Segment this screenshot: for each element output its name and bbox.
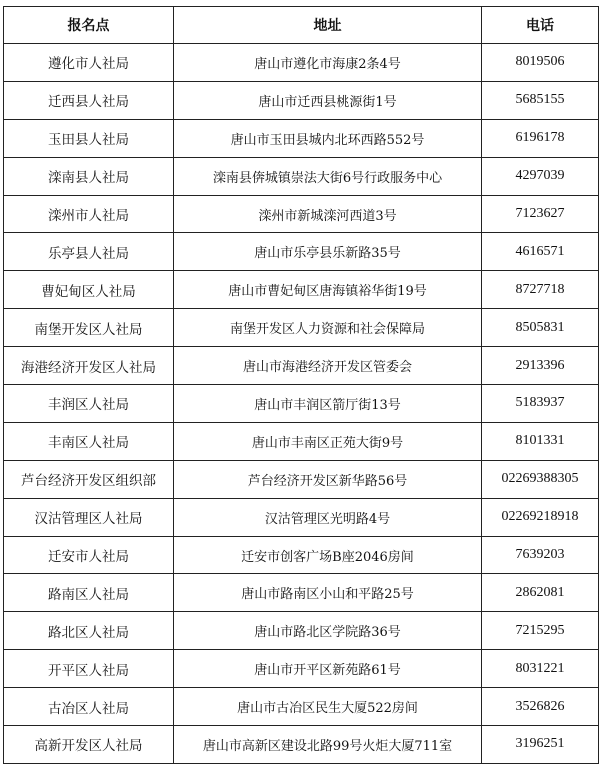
phone-cell: 8505831 [482,309,599,347]
table-row [4,81,599,119]
site-cell: 丰润区人社局 [4,385,174,423]
phone-cell: 3196251 [482,726,599,764]
table-row [4,612,599,650]
table-row [4,726,599,764]
site-cell: 路北区人社局 [4,612,174,650]
address-cell: 唐山市遵化市海康2条4号 [174,44,482,82]
site-cell: 滦州市人社局 [4,195,174,233]
table-row [4,271,599,309]
site-cell: 曹妃甸区人社局 [4,271,174,309]
phone-cell: 4297039 [482,157,599,195]
address-cell: 唐山市古冶区民生大厦522房间 [174,688,482,726]
table-body [4,44,599,764]
site-cell: 汉沽管理区人社局 [4,498,174,536]
address-cell: 唐山市海港经济开发区管委会 [174,347,482,385]
table-row [4,460,599,498]
table-row [4,385,599,423]
table-row [4,650,599,688]
phone-cell: 8727718 [482,271,599,309]
phone-cell: 7639203 [482,536,599,574]
site-cell: 玉田县人社局 [4,119,174,157]
phone-cell: 8031221 [482,650,599,688]
table-row [4,498,599,536]
address-cell: 唐山市高新区建设北路99号火炬大厦711室 [174,726,482,764]
phone-cell: 7215295 [482,612,599,650]
site-cell: 遵化市人社局 [4,44,174,82]
table-row [4,119,599,157]
address-cell: 唐山市路北区学院路36号 [174,612,482,650]
address-cell: 唐山市丰润区箭厅街13号 [174,385,482,423]
phone-cell: 8101331 [482,422,599,460]
address-cell: 芦台经济开发区新华路56号 [174,460,482,498]
phone-cell: 2862081 [482,574,599,612]
table-row [4,157,599,195]
site-cell: 芦台经济开发区组织部 [4,460,174,498]
table-row [4,688,599,726]
address-cell: 汉沽管理区光明路4号 [174,498,482,536]
site-cell: 高新开发区人社局 [4,726,174,764]
table-header-row [4,7,599,44]
site-cell: 古冶区人社局 [4,688,174,726]
address-cell: 唐山市迁西县桃源街1号 [174,81,482,119]
phone-cell: 02269218918 [482,498,599,536]
site-cell: 路南区人社局 [4,574,174,612]
site-cell: 迁安市人社局 [4,536,174,574]
address-cell: 南堡开发区人力资源和社会保障局 [174,309,482,347]
address-cell: 唐山市玉田县城内北环西路552号 [174,119,482,157]
site-cell: 丰南区人社局 [4,422,174,460]
registration-sites-table [3,6,599,764]
site-cell: 南堡开发区人社局 [4,309,174,347]
header-address: 地址 [174,7,482,44]
address-cell: 唐山市乐亭县乐新路35号 [174,233,482,271]
address-cell: 唐山市丰南区正苑大街9号 [174,422,482,460]
address-cell: 唐山市曹妃甸区唐海镇裕华街19号 [174,271,482,309]
phone-cell: 5183937 [482,385,599,423]
table-row [4,536,599,574]
table-row [4,347,599,385]
phone-cell: 6196178 [482,119,599,157]
phone-cell: 7123627 [482,195,599,233]
phone-cell: 4616571 [482,233,599,271]
address-cell: 唐山市开平区新苑路61号 [174,650,482,688]
table-row [4,309,599,347]
phone-cell: 3526826 [482,688,599,726]
table-row [4,195,599,233]
table-row [4,44,599,82]
header-phone: 电话 [482,7,599,44]
table-row [4,422,599,460]
phone-cell: 2913396 [482,347,599,385]
site-cell: 迁西县人社局 [4,81,174,119]
header-site: 报名点 [4,7,174,44]
table-row [4,233,599,271]
phone-cell: 02269388305 [482,460,599,498]
address-cell: 唐山市路南区小山和平路25号 [174,574,482,612]
address-cell: 滦南县倴城镇崇法大街6号行政服务中心 [174,157,482,195]
site-cell: 滦南县人社局 [4,157,174,195]
site-cell: 海港经济开发区人社局 [4,347,174,385]
site-cell: 乐亭县人社局 [4,233,174,271]
address-cell: 迁安市创客广场B座2046房间 [174,536,482,574]
address-cell: 滦州市新城滦河西道3号 [174,195,482,233]
phone-cell: 5685155 [482,81,599,119]
phone-cell: 8019506 [482,44,599,82]
table-row [4,574,599,612]
site-cell: 开平区人社局 [4,650,174,688]
